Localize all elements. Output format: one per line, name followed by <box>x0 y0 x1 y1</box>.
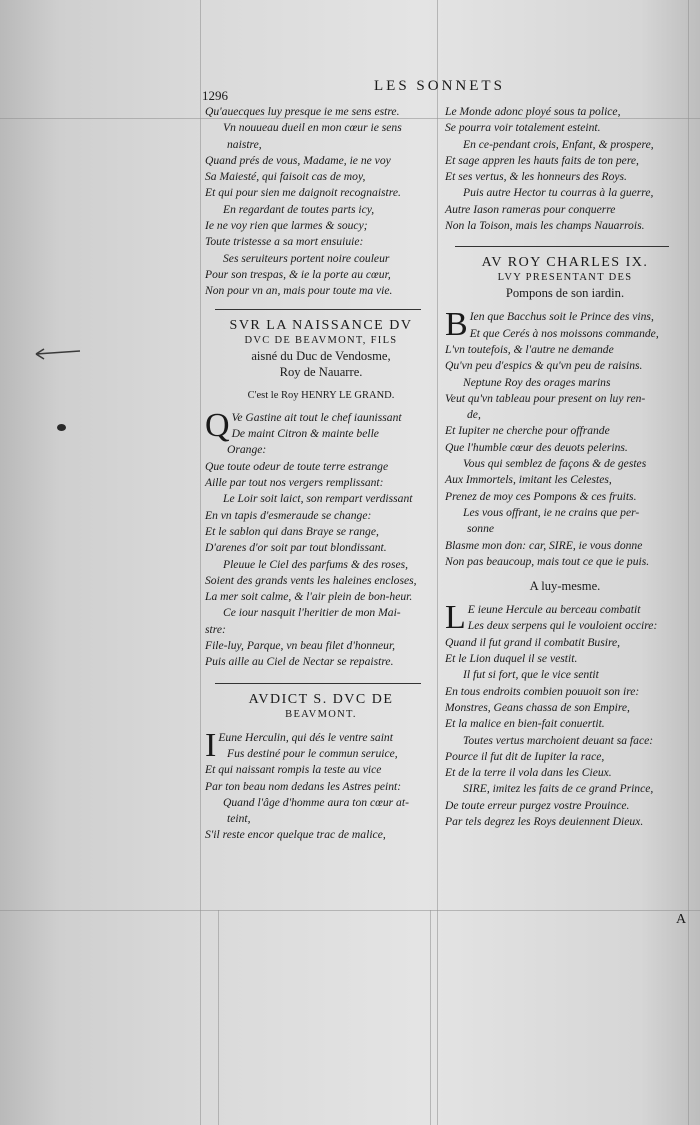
verse-line: Non la Toison, mais les champs Nauarrois. <box>445 219 645 233</box>
verse-line: Et qui naissant rompis la teste au vice <box>205 763 382 777</box>
verse-line: Toutes vertus marchoient deuant sa face: <box>463 733 654 747</box>
verse-line: Les deux serpens qui le vouloient occire: <box>467 619 658 633</box>
verse-line: En ce-pendant crois, Enfant, & prospere, <box>463 137 654 151</box>
verse-line: naistre, <box>227 137 262 151</box>
verse-line: SIRE, imitez les faits de ce grand Prince, <box>463 782 654 796</box>
verse-line: Et sage appren les hauts faits de ton pere, <box>445 153 639 167</box>
verse-line: Quand il fut grand il combatit Busire, <box>445 635 621 649</box>
verse-line: Toute tristesse a sa mort ensuiuie: <box>205 235 364 249</box>
page-crease <box>437 0 438 1125</box>
section-rule <box>215 309 421 310</box>
section-rule <box>455 246 669 247</box>
verse-line: Blasme mon don: car, SIRE, ie vous donne <box>445 538 643 552</box>
naissance-heading-line-2: DVC DE BEAVMONT, FILS <box>244 334 398 346</box>
verse-line: La mer soit calme, & l'air plein de bon-heur. <box>205 590 413 604</box>
verse-line: Le Loir soit laict, son rempart verdissant <box>223 492 413 506</box>
audict-heading-line-1: AVDICT S. DVC DE <box>248 691 394 707</box>
verse-line: File-luy, Parque, vn beau filet d'honneur, <box>205 639 396 653</box>
drop-cap: Q <box>205 406 230 444</box>
page-crease <box>200 0 201 1125</box>
verse-line: Qu'auecques luy presque ie me sens estre. <box>205 105 400 118</box>
verse-line: Le Monde adonc ployé sous ta police, <box>445 105 621 118</box>
verse-line: Neptune Roy des orages marins <box>463 375 611 389</box>
verse-line: Et le Lion duquel il se vestit. <box>445 652 578 666</box>
ink-blot <box>57 424 66 431</box>
verse-line: Sa Maiesté, qui faisoit cas de moy, <box>205 170 366 184</box>
verse-line: Que toute odeur de toute terre estrange <box>205 459 389 473</box>
verse-line: Ce iour nasquit l'heritier de mon Mai- <box>223 606 401 620</box>
page-crease <box>218 910 219 1125</box>
verse-line: Veut qu'vn tableau pour present on luy ren- <box>445 391 646 405</box>
verse-line: Quand l'âge d'homme aura ton cœur at- <box>223 795 409 809</box>
verse-line: Autre Iason rameras pour conquerre <box>445 202 616 216</box>
verse-line: Et que Cerés à nos moissons commande, <box>469 326 659 340</box>
section-rule <box>215 683 421 684</box>
verse-line: Orange: <box>227 443 267 457</box>
verse-line: Vn nouueau dueil en mon cœur ie sens <box>223 121 402 135</box>
verse-line: Par ton beau nom dedans les Astres peint: <box>205 779 402 793</box>
verse-line: Que l'humble cœur des deuots pelerins. <box>445 440 628 454</box>
charles-heading-line-1: AV ROY CHARLES IX. <box>481 255 649 271</box>
drop-cap: L <box>445 599 466 637</box>
drop-cap: I <box>205 726 217 764</box>
charles-heading-line-2: LVY PRESENTANT DES <box>497 272 633 284</box>
audict-poem-continuation <box>445 104 685 234</box>
verse-line: Prenez de moy ces Pompons & ces fruits. <box>445 489 637 503</box>
verse-line: L'vn toutefois, & l'autre ne demande <box>445 342 614 356</box>
verse-line: Et qui pour sien me daignoit recognaistre. <box>205 186 401 200</box>
verse-line: Et Iupiter ne cherche pour offrande <box>445 424 610 438</box>
verse-line: Aux Immortels, imitant les Celestes, <box>445 473 612 487</box>
verse-line: Puis aille au Ciel de Nectar se repaistre. <box>205 655 394 669</box>
verse-line: De maint Citron & mainte belle <box>231 427 379 441</box>
verse-line: Ses seruiteurs portent noire couleur <box>223 251 390 265</box>
verse-line: D'arenes d'or soit par tout blondissant. <box>205 541 387 555</box>
first-line-text: Eune Herculin, qui dés le ventre saint <box>218 730 393 744</box>
verse-line: Pour son trespas, & ie la porte au cœur, <box>205 267 391 281</box>
naissance-byline: C'est le Roy HENRY LE GRAND. <box>247 389 395 401</box>
verse-line: Les vous offrant, ie ne crains que per- <box>463 505 640 519</box>
sonnet-end-poem <box>205 104 437 300</box>
verse-line: Et le sablon qui dans Braye se range, <box>205 524 379 538</box>
catchword: A <box>676 912 687 927</box>
verse-line: Vous qui semblez de façons & de gestes <box>463 457 647 471</box>
page-crease <box>430 910 431 1125</box>
verse-line: Quand prés de vous, Madame, ie ne voy <box>205 153 391 167</box>
verse-line: En vn tapis d'esmeraude se change: <box>205 508 372 522</box>
verse-line: sonne <box>467 522 495 536</box>
running-head <box>202 78 642 103</box>
ink-arrow-mark <box>34 348 82 360</box>
verse-line: Et la malice en bien-fait conuertit. <box>445 717 605 731</box>
charles-poem <box>445 326 685 570</box>
verse-line: Pource il fut dit de Iupiter la race, <box>445 749 605 763</box>
verse-line: Aille par tout nos vergers remplissant: <box>205 476 384 490</box>
verse-line: Non pas beaucoup, mais tout ce que ie puis. <box>445 554 650 568</box>
first-line-text: Ien que Bacchus soit le Prince des vins, <box>469 310 654 324</box>
verse-line: Et ses vertus, & les honneurs des Roys. <box>445 170 627 184</box>
page-number: 1296 <box>202 88 228 103</box>
verse-line: stre: <box>205 622 226 636</box>
verse-line: Soient des grands vents les haleines encloses, <box>205 573 417 587</box>
verse-line: Et de la terre il vola dans les Cieux. <box>445 766 612 780</box>
naissance-heading-line-3: aisné du Duc de Vendosme, <box>251 348 391 363</box>
naissance-heading-line-4: Roy de Nauarre. <box>279 364 363 379</box>
verse-line: Fus destiné pour le commun seruice, <box>227 746 398 760</box>
left-column <box>205 104 437 844</box>
first-line-text: E ieune Hercule au berceau combatit <box>467 603 641 617</box>
luy-mesme-heading: A luy-mesme. <box>529 579 601 594</box>
audict-poem <box>205 746 437 844</box>
page-crease <box>0 910 700 911</box>
verse-line: Monstres, Geans chassa de son Empire, <box>445 700 630 714</box>
luy-mesme-poem <box>445 618 685 830</box>
naissance-poem <box>205 426 437 670</box>
verse-line: teint, <box>227 812 251 826</box>
verse-line: Ie ne voy rien que larmes & soucy; <box>205 219 368 233</box>
first-line-text: Ve Gastine ait tout le chef iaunissant <box>231 410 402 424</box>
verse-line: Non pour vn an, mais pour toute ma vie. <box>205 284 393 298</box>
verse-line: S'il reste encor quelque trac de malice, <box>205 828 386 842</box>
verse-line: Qu'vn peu d'espics & qu'vn peu de raisins. <box>445 359 643 373</box>
verse-line: Puis autre Hector tu courras à la guerre, <box>463 186 654 200</box>
right-column <box>445 104 685 830</box>
verse-line: Par tels degrez les Roys deuiennent Dieux. <box>445 814 644 828</box>
page-crease <box>688 0 689 1125</box>
drop-cap: B <box>445 306 468 344</box>
verse-line: En regardant de toutes parts icy, <box>223 202 375 216</box>
audict-heading-line-2: BEAVMONT. <box>285 708 357 720</box>
verse-line: Se pourra voir totalement esteint. <box>445 121 601 135</box>
charles-heading-line-3: Pompons de son iardin. <box>505 286 625 301</box>
verse-line: de, <box>467 408 481 422</box>
running-title: LES SONNETS <box>374 78 505 94</box>
verse-line: En tous endroits combien pouuoit son ire: <box>445 684 640 698</box>
verse-line: Il fut si fort, que le vice sentit <box>463 668 599 682</box>
verse-line: Pleuue le Ciel des parfums & des roses, <box>223 557 409 571</box>
naissance-heading-line-1: SVR LA NAISSANCE DV <box>229 317 413 333</box>
verse-line: De toute erreur purgez vostre Prouince. <box>445 798 630 812</box>
